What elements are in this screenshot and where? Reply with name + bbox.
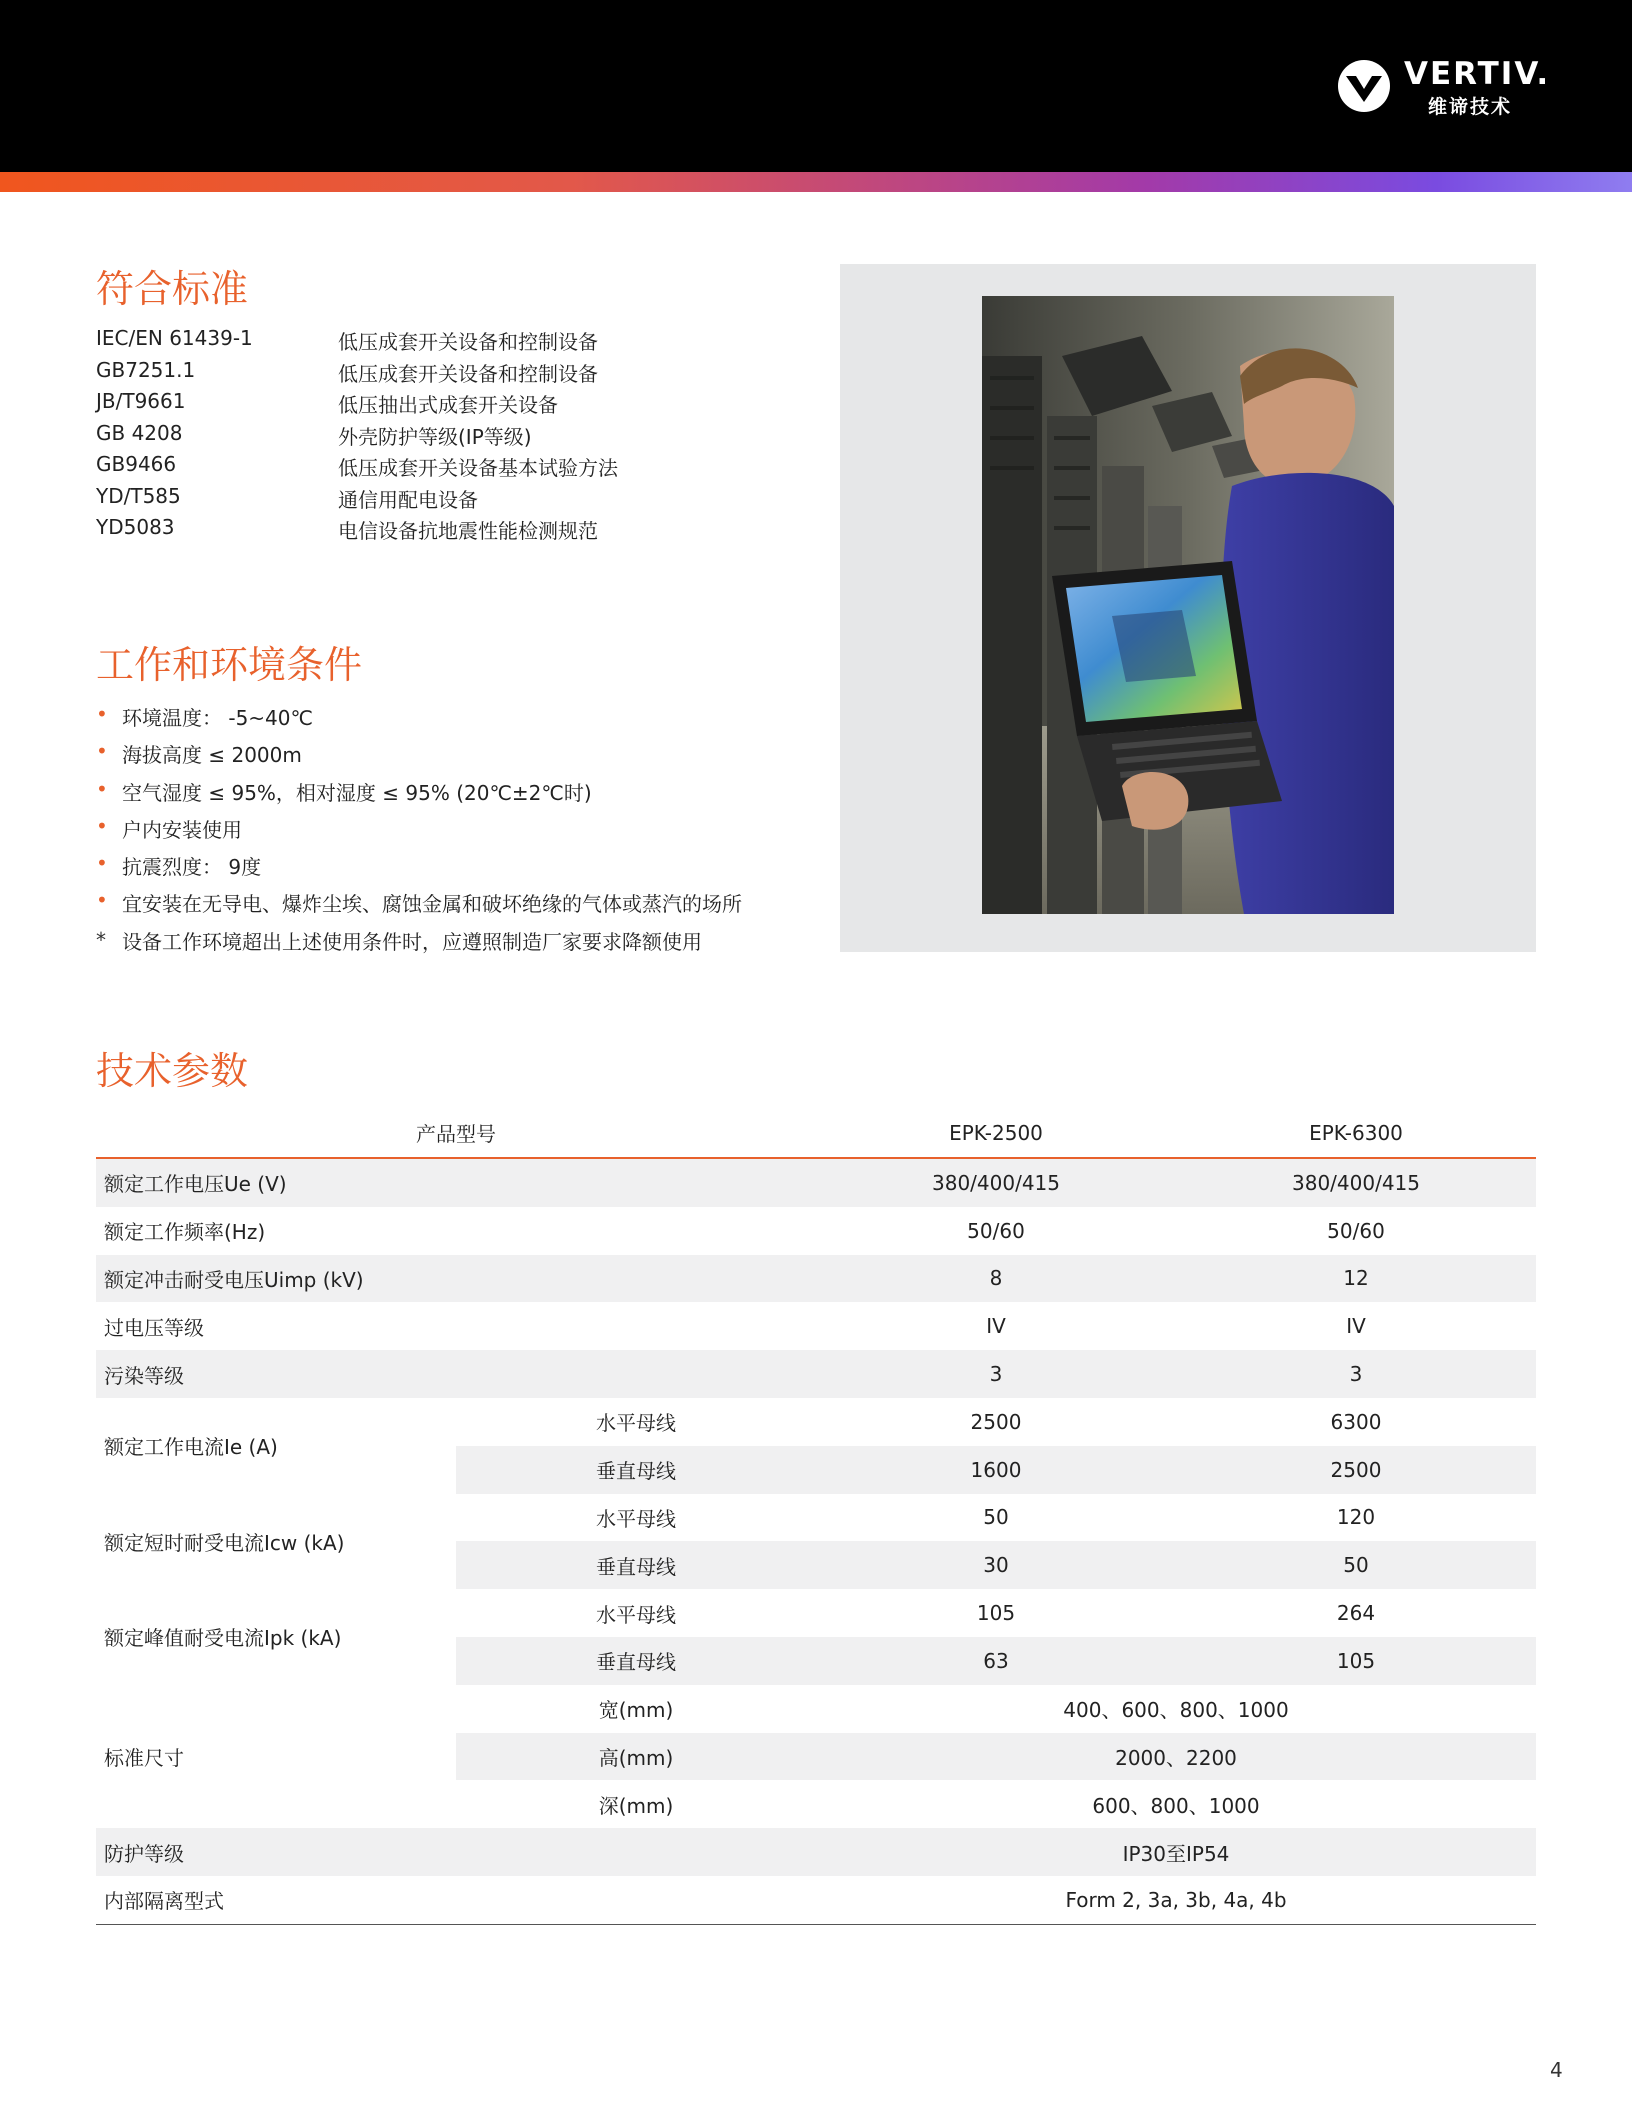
- table-row: [96, 1685, 1536, 1733]
- condition-item: [96, 888, 856, 925]
- standard-row: [96, 484, 696, 516]
- condition-item: [96, 814, 856, 851]
- cell-value: 3: [989, 1362, 1003, 1387]
- condition-item: [96, 702, 856, 739]
- standard-code: IEC/EN 61439-1: [96, 326, 253, 350]
- cell-value: 63: [816, 1637, 1176, 1685]
- standard-code: JB/T9661: [96, 389, 186, 413]
- row-label: 标准尺寸: [104, 1745, 184, 1770]
- cell-value: 380/400/415: [932, 1170, 1060, 1195]
- standard-code: YD5083: [96, 515, 175, 539]
- header-gradient-bar: [0, 172, 1632, 192]
- cell-value: 12: [1343, 1266, 1369, 1291]
- condition-item: [96, 851, 856, 888]
- conditions-list: [96, 702, 856, 963]
- row-label: 额定工作频率(Hz): [104, 1220, 266, 1245]
- standard-code: GB 4208: [96, 420, 183, 445]
- cell-value: 400、600、800、1000: [1063, 1698, 1289, 1723]
- condition-item: [96, 777, 856, 814]
- standards-title: 符合标准: [96, 267, 249, 311]
- standard-code: YD/T585: [96, 483, 181, 508]
- cell-value: IP30至IP54: [1122, 1841, 1230, 1866]
- table-row: [96, 1207, 1536, 1255]
- sub-label: 垂直母线: [456, 1446, 816, 1494]
- photo-frame: [840, 264, 1536, 952]
- standard-desc: 低压成套开关设备基本试验方法: [338, 456, 618, 480]
- row-label: 额定短时耐受电流Icw (kA): [104, 1530, 345, 1555]
- page-number: 4: [1550, 2058, 1563, 2082]
- row-label: 额定峰值耐受电流Ipk (kA): [104, 1626, 342, 1651]
- sub-label: 水平母线: [596, 1602, 676, 1627]
- row-label: 污染等级: [104, 1363, 184, 1388]
- sub-label: 垂直母线: [456, 1541, 816, 1589]
- cell-value: 105: [976, 1601, 1016, 1626]
- table-row: [96, 1828, 1536, 1876]
- condition-text: 宜安装在无导电、爆炸尘埃、腐蚀金属和破坏绝缘的气体或蒸汽的场所: [122, 892, 742, 917]
- spec-table: [96, 1108, 1536, 1925]
- standard-row: [96, 421, 696, 453]
- sub-label: 水平母线: [596, 1506, 676, 1531]
- cell-value: 264: [1336, 1601, 1376, 1626]
- specs-title: 技术参数: [96, 1049, 249, 1093]
- cell-value: 50: [983, 1505, 1009, 1530]
- cell-value: Form 2, 3a, 3b, 4a, 4b: [816, 1876, 1536, 1924]
- standard-row: [96, 358, 696, 390]
- standard-desc: 外壳防护等级(IP等级): [338, 424, 532, 449]
- row-label: 防护等级: [104, 1841, 184, 1866]
- row-label: 额定冲击耐受电压Uimp (kV): [104, 1267, 364, 1292]
- vertiv-logo: [1336, 56, 1551, 118]
- technician-laptop-photo: [982, 296, 1394, 914]
- header-col1: EPK-2500: [816, 1108, 1176, 1158]
- standard-row: [96, 389, 696, 421]
- sub-label: 水平母线: [596, 1411, 676, 1436]
- asterisk-icon: *: [96, 927, 106, 952]
- bullet-icon: •: [96, 851, 108, 876]
- header-col2: EPK-6300: [1176, 1108, 1536, 1158]
- bullet-icon: •: [96, 813, 108, 838]
- condition-text: 抗震烈度： 9度: [122, 855, 262, 880]
- condition-note-text: 设备工作环境超出上述使用条件时，应遵照制造厂家要求降额使用: [122, 929, 702, 954]
- condition-text: 海拔高度 ≤ 2000m: [122, 743, 302, 768]
- standard-desc: 低压成套开关设备和控制设备: [338, 330, 598, 354]
- cell-value: IV: [986, 1314, 1006, 1339]
- cell-value: IV: [1346, 1314, 1366, 1339]
- cell-value: 105: [1176, 1637, 1536, 1685]
- standard-code: GB9466: [96, 452, 177, 476]
- spec-header-row: [96, 1108, 1536, 1158]
- table-row: [96, 1494, 1536, 1542]
- sub-label: 宽(mm): [598, 1698, 674, 1723]
- cell-value: 8: [989, 1266, 1003, 1291]
- condition-text: 空气湿度 ≤ 95%，相对湿度 ≤ 95% (20℃±2℃时): [122, 780, 592, 805]
- cell-value: 50: [1176, 1541, 1536, 1589]
- standard-desc: 通信用配电设备: [338, 487, 478, 512]
- table-row: [96, 1158, 1536, 1207]
- table-row: [96, 1255, 1536, 1303]
- cell-value: 50/60: [1327, 1218, 1385, 1243]
- condition-text: 环境温度： -5~40℃: [122, 706, 313, 730]
- cell-value: 50/60: [967, 1218, 1025, 1243]
- brand-name-cn: 维谛技术: [1428, 96, 1513, 118]
- cell-value: 1600: [816, 1446, 1176, 1494]
- cell-value: 6300: [1330, 1409, 1382, 1434]
- standard-code: GB7251.1: [96, 357, 196, 382]
- bullet-icon: •: [96, 776, 108, 801]
- sub-label: 高(mm): [456, 1733, 816, 1781]
- sub-label: 深(mm): [598, 1793, 674, 1818]
- cell-value: 120: [1336, 1505, 1376, 1530]
- row-label: 额定工作电压Ue (V): [104, 1172, 287, 1197]
- row-label: 过电压等级: [104, 1315, 204, 1340]
- standard-row: [96, 515, 696, 547]
- cell-value: 30: [816, 1541, 1176, 1589]
- cell-value: 2000、2200: [816, 1733, 1536, 1781]
- table-row: [96, 1398, 1536, 1446]
- standard-desc: 低压抽出式成套开关设备: [338, 393, 558, 417]
- standards-list: [96, 326, 696, 547]
- bullet-icon: •: [96, 702, 108, 726]
- standard-row: [96, 452, 696, 484]
- table-row: [96, 1876, 1536, 1924]
- condition-note: [96, 926, 856, 963]
- cell-value: 2500: [970, 1409, 1022, 1434]
- bullet-icon: •: [96, 739, 108, 764]
- condition-text: 户内安装使用: [122, 817, 242, 842]
- cell-value: 600、800、1000: [1092, 1793, 1260, 1818]
- header-model: 产品型号: [96, 1108, 816, 1158]
- table-row: [96, 1302, 1536, 1350]
- condition-item: [96, 739, 856, 776]
- brand-name: VERTIV.: [1404, 56, 1551, 92]
- conditions-title: 工作和环境条件: [96, 643, 363, 687]
- table-row: [96, 1589, 1536, 1637]
- standard-desc: 低压成套开关设备和控制设备: [338, 361, 598, 386]
- vertiv-mark-icon: [1336, 56, 1396, 116]
- row-label: 额定工作电流Ie (A): [104, 1435, 278, 1460]
- cell-value: 3: [1349, 1362, 1363, 1387]
- standard-row: [96, 326, 696, 358]
- row-label: 内部隔离型式: [96, 1876, 816, 1924]
- photo-illustration: [982, 296, 1394, 914]
- page-header: [0, 0, 1632, 172]
- cell-value: 380/400/415: [1292, 1170, 1420, 1195]
- cell-value: 2500: [1176, 1446, 1536, 1494]
- sub-label: 垂直母线: [456, 1637, 816, 1685]
- bullet-icon: •: [96, 888, 108, 913]
- table-row: [96, 1350, 1536, 1398]
- standard-desc: 电信设备抗地震性能检测规范: [338, 519, 598, 543]
